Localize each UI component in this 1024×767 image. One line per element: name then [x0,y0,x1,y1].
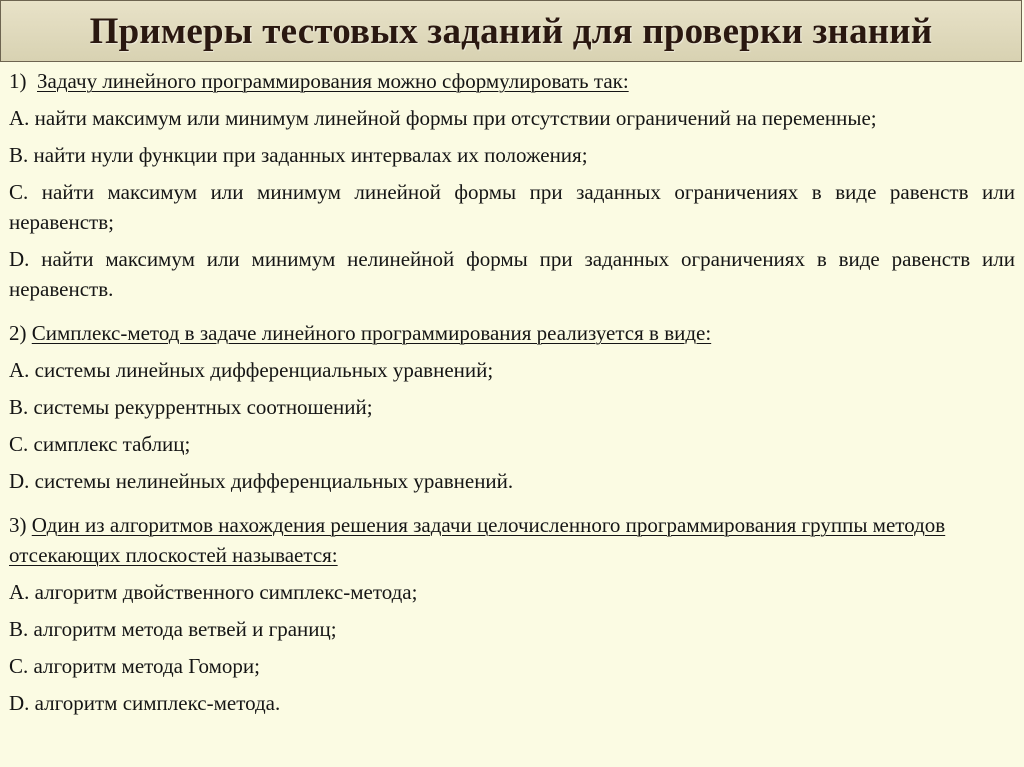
question-3-option-d [9,688,1015,718]
option-text: найти максимум или минимум линейной формы при отсутствии ограничений на переменные; [34,106,877,130]
question-2-text: Симплекс-метод в задаче линейного программирования реализуется в виде: [31,321,712,345]
option-letter: B. [9,617,29,641]
question-2-number: 2) [9,321,27,345]
slide-title: Примеры тестовых заданий для проверки знаний [89,10,933,52]
question-2-header [9,318,1015,348]
option-letter: D. [9,691,30,715]
option-letter: A. [9,580,30,604]
option-letter: C. [9,180,29,204]
question-2-option-b [9,392,1015,422]
question-1-option-a [9,103,1015,133]
option-letter: A. [9,358,30,382]
option-letter: C. [9,432,29,456]
question-1-number: 1) [9,69,27,93]
question-3-header [9,510,1015,570]
question-3-text: Один из алгоритмов нахождения решения задачи целочисленного программирования группы методов отсекающих плоскостей называется: [9,513,946,567]
option-letter: A. [9,106,30,130]
option-text: алгоритм симплекс-метода. [34,691,281,715]
option-letter: D. [9,247,30,271]
question-1-option-d [9,244,1015,304]
title-bar [0,0,1022,62]
option-letter: C. [9,654,29,678]
option-text: найти максимум или минимум линейной формы при заданных ограничениях в виде равенств или неравенств; [9,180,1016,234]
question-2 [9,318,1015,496]
question-3-option-a [9,577,1015,607]
option-letter: B. [9,143,29,167]
option-text: симплекс таблиц; [33,432,191,456]
option-text: алгоритм метода Гомори; [33,654,260,678]
option-text: системы рекуррентных соотношений; [33,395,373,419]
option-letter: D. [9,469,30,493]
question-1-header [9,66,1015,96]
question-1-option-c [9,177,1015,237]
option-text: найти максимум или минимум нелинейной формы при заданных ограничениях в виде равенств или неравенств. [9,247,1015,301]
question-2-option-d [9,466,1015,496]
option-text: найти нули функции при заданных интервалах их положения; [33,143,588,167]
question-2-option-a [9,355,1015,385]
option-text: алгоритм метода ветвей и границ; [33,617,337,641]
questions-list [9,66,1015,725]
question-1 [9,66,1015,304]
option-text: системы линейных дифференциальных уравнений; [34,358,494,382]
question-3-option-c [9,651,1015,681]
question-3-number: 3) [9,513,27,537]
question-3 [9,510,1015,718]
option-text: алгоритм двойственного симплекс-метода; [34,580,418,604]
question-1-option-b [9,140,1015,170]
option-letter: B. [9,395,29,419]
question-1-text: Задачу линейного программирования можно сформулировать так: [37,69,629,93]
question-3-option-b [9,614,1015,644]
question-2-option-c [9,429,1015,459]
option-text: системы нелинейных дифференциальных уравнений. [34,469,514,493]
